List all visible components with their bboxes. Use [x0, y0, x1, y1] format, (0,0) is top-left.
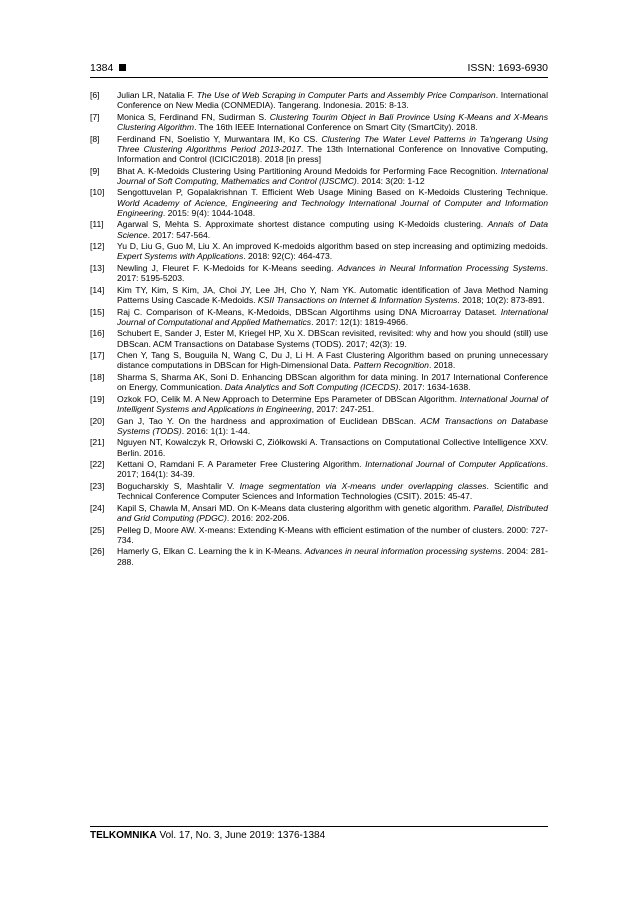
reference-segment: . 2004: 281-288. [117, 546, 548, 567]
reference-text [117, 166, 548, 186]
reference-text [117, 481, 548, 501]
reference-segment: . 2017; 164(1): 34-39. [117, 459, 548, 480]
reference-segment: Monica S, Ferdinand FN, Sudirman S. [117, 111, 270, 122]
reference-item [90, 219, 548, 239]
reference-text [117, 307, 548, 327]
square-bullet-icon [119, 64, 126, 71]
reference-text [117, 285, 548, 305]
reference-item [90, 241, 548, 261]
reference-segment: Schubert E, Sander J, Ester M, Kriegel HP, Xu X. DBScan revisited, revisited: why and how you should (still) use DBScan. ACM Transactions on Database Systems (TODS). 2017; 42(3): 19. [117, 328, 548, 349]
reference-text [117, 263, 548, 283]
reference-item [90, 416, 548, 436]
reference-segment: Chen Y, Tang S, Bouguila N, Wang C, Du J, Li H. A Fast Clustering Algorithm based on pruning unnecessary distance computations in DBScan for High-Dimensional Data. [117, 350, 548, 371]
reference-venue: Advances in neural information processing systems [304, 546, 502, 557]
issn: ISSN: 1693-6930 [467, 62, 548, 74]
reference-segment: Sharma S, Sharma AK, Soni D. Enhancing DBScan algorithm for data mining. In 2017 International Conference on Energy, Communication. [117, 371, 548, 393]
reference-item [90, 372, 548, 392]
reference-item [90, 134, 548, 165]
reference-number: [19] [90, 393, 105, 404]
reference-text [117, 112, 548, 132]
reference-venue: ACM Transactions on Database Systems (TODS) [117, 415, 548, 436]
reference-venue: Pattern Recognition [353, 360, 429, 371]
reference-number: [9] [90, 165, 100, 176]
reference-segment: . International Conference on New Media (CONMEDIA). Tangerang. Indonesia. 2015: 8-13. [117, 90, 548, 111]
reference-venue: Image segmentation via X-means under overlapping classes [239, 480, 487, 491]
reference-text [117, 219, 548, 239]
reference-venue: The Use of Web Scraping in Computer Parts and Assembly Price Comparison [196, 90, 496, 100]
reference-segment: Kapil S, Chawla M, Ansari MD. On K-Means data clustering algorithm with genetic algorithm. [117, 502, 474, 513]
reference-segment: . 2016: 202-206. [226, 512, 290, 523]
reference-venue: International Journal of Computer Applications [365, 459, 546, 470]
reference-list [90, 90, 548, 568]
page-footer [90, 830, 325, 841]
reference-segment: Bogucharskiy S, Mashtalir V. [117, 480, 240, 491]
reference-text [117, 350, 548, 370]
reference-segment: . The 13th International Conference on Innovative Computing, Information and Control (ICICIC2018). 2018 [in press] [117, 143, 548, 164]
reference-venue: World Academy of Acience, Engineering and Technology International Journal of Computer and Information Engineering [117, 197, 548, 218]
reference-number: [12] [90, 241, 105, 252]
reference-segment: . 2016: 1(1): 1-44. [181, 425, 251, 436]
reference-number: [16] [90, 328, 105, 339]
reference-segment: Hamerly G, Elkan C. Learning the k in K-Means. [117, 546, 305, 557]
reference-text [117, 372, 548, 392]
reference-number: [7] [90, 111, 100, 122]
reference-number: [15] [90, 306, 105, 317]
reference-number: [25] [90, 524, 105, 535]
reference-venue: International Journal of Soft Computing, Mathematics and Control (IJSCMC) [117, 165, 548, 186]
reference-number: [18] [90, 371, 105, 382]
page-number: 1384 [90, 62, 126, 74]
reference-number: [17] [90, 350, 105, 361]
reference-text [117, 328, 548, 348]
reference-segment: Agarwal S, Mehta S. Approximate shortest distance computing using K-Medoids clustering. [117, 219, 488, 230]
reference-segment: . 2017: 547-564. [147, 229, 211, 240]
reference-segment: Bhat A. K-Medoids Clustering Using Partitioning Around Medoids for Performing Face Recognition. [117, 165, 501, 176]
reference-text [117, 90, 548, 110]
reference-item [90, 525, 548, 545]
reference-segment: . 2018. [428, 360, 456, 371]
reference-item [90, 350, 548, 370]
reference-text [117, 546, 548, 566]
reference-item [90, 285, 548, 305]
reference-segment: . Scientific and Technical Conference Computer Sciences and Information Technologies (CSIT). 2015: 45-47. [117, 480, 549, 502]
reference-venue: International Journal of Intelligent Systems and Applications in Engineering [117, 393, 548, 414]
reference-segment: . 2017: 5195-5203. [117, 262, 548, 284]
reference-number: [13] [90, 262, 105, 273]
reference-number: [24] [90, 502, 105, 513]
page-header [90, 58, 548, 76]
reference-number: [21] [90, 437, 105, 448]
reference-item [90, 503, 548, 523]
issue-details: Vol. 17, No. 3, June 2019: 1376-1384 [159, 830, 326, 841]
reference-segment: . 2015: 9(4): 1044-1048. [162, 207, 256, 218]
reference-text [117, 416, 548, 436]
reference-segment: . The 16th IEEE International Conference on Smart City (SmartCity). 2018. [194, 122, 478, 132]
reference-venue: Advances in Neural Information Processing Systems [337, 262, 546, 273]
footer-rule [90, 826, 548, 827]
reference-segment: Pelleg D, Moore AW. X-means: Extending K-Means with efficient estimation of the number of clusters. 2000: 727-734. [117, 524, 548, 545]
reference-item [90, 90, 548, 110]
reference-item [90, 328, 548, 348]
reference-number: [11] [90, 219, 104, 230]
reference-item [90, 394, 548, 414]
reference-item [90, 481, 548, 501]
reference-text [117, 503, 548, 523]
reference-venue: Parallel, Distributed and Grid Computing (PDGC) [117, 502, 548, 523]
reference-number: [20] [90, 415, 105, 426]
reference-venue: International Journal of Computational and Applied Mathematics [117, 306, 548, 327]
reference-text [117, 459, 548, 479]
reference-segment: . 2018: 92(C): 464-473. [243, 251, 333, 262]
reference-segment: Yu D, Liu G, Guo M, Liu X. An improved K-medoids algorithm based on step increasing and optimizing medoids. [117, 241, 548, 252]
reference-segment: . 2017: 1634-1638. [398, 382, 471, 393]
reference-number: [14] [90, 284, 105, 295]
reference-text [117, 394, 548, 414]
reference-segment: Ozkok FO, Celik M. A New Approach to Determine Eps Parameter of DBScan Algorithm. [117, 393, 460, 404]
reference-venue: Data Analytics and Soft Computing (ICECDS) [224, 382, 399, 393]
reference-item [90, 307, 548, 327]
reference-venue: Clustering Tourim Object in Bali Province Using K-Means and X-Means Clustering Algorithm [117, 111, 548, 132]
reference-text [117, 187, 548, 217]
reference-text [117, 241, 548, 261]
reference-text [117, 134, 548, 164]
reference-venue: Expert Systems with Applications [117, 251, 244, 262]
reference-segment: . 2014: 3(20: 1-12 [356, 175, 425, 186]
reference-segment: , 2017: 247-251. [311, 403, 375, 414]
reference-item [90, 437, 548, 457]
reference-segment: Julian LR, Natalia F. [117, 90, 197, 100]
reference-text [117, 437, 548, 457]
reference-number: [8] [90, 133, 100, 144]
reference-segment: Newling J, Fleuret F. K-Medoids for K-Means seeding. [117, 262, 338, 273]
reference-item [90, 112, 548, 132]
reference-item [90, 546, 548, 566]
reference-segment: . 2017: 12(1): 1819-4966. [311, 316, 409, 327]
reference-segment: Ferdinand FN, Soelistio Y, Murwantara IM, Ko CS. [117, 133, 322, 144]
header-rule [90, 77, 548, 78]
reference-segment: Nguyen NT, Kowalczyk R, Orłowski C, Ziółkowski A. Transactions on Computational Collective Intelligence XXV. Berlin. 2016. [117, 437, 548, 458]
reference-number: [10] [90, 187, 105, 198]
reference-number: [26] [90, 546, 105, 557]
reference-number: [22] [90, 459, 105, 470]
reference-segment: Kim TY, Kim, S Kim, JA, Choi JY, Lee JH, Cho Y, Nam YK. Automatic identification of Java Method Naming Patterns Using Cascade K-Medoids. [117, 284, 548, 305]
reference-number: [6] [90, 90, 100, 100]
reference-venue: Annals of Data Science [117, 219, 548, 240]
reference-segment: . 2018; 10(2): 873-891. [457, 294, 545, 305]
reference-item [90, 263, 548, 283]
reference-venue: KSII Transactions on Internet & Information Systems [257, 294, 458, 305]
reference-item [90, 166, 548, 186]
journal-name: TELKOMNIKA [90, 830, 157, 841]
reference-number: [23] [90, 480, 105, 491]
reference-segment: Gan J, Tao Y. On the hardness and approximation of Euclidean DBScan. [117, 415, 421, 426]
reference-item [90, 459, 548, 479]
reference-item [90, 187, 548, 218]
reference-segment: Kettani O, Ramdani F. A Parameter Free Clustering Algorithm. [117, 459, 366, 470]
reference-segment: Sengottuvelan P, Gopalakrishnan T. Efficient Web Usage Mining Based on K-Medoids Clustering Technique. [117, 187, 548, 198]
reference-venue: Clustering The Water Level Patterns in Ta'ngerang Using Three Clustering Algorithms Period 2013-2017 [117, 133, 548, 154]
reference-text [117, 525, 548, 545]
reference-segment: Raj C. Comparison of K-Means, K-Medoids, DBScan Algortihms using DNA Microarray Dataset. [117, 306, 501, 317]
